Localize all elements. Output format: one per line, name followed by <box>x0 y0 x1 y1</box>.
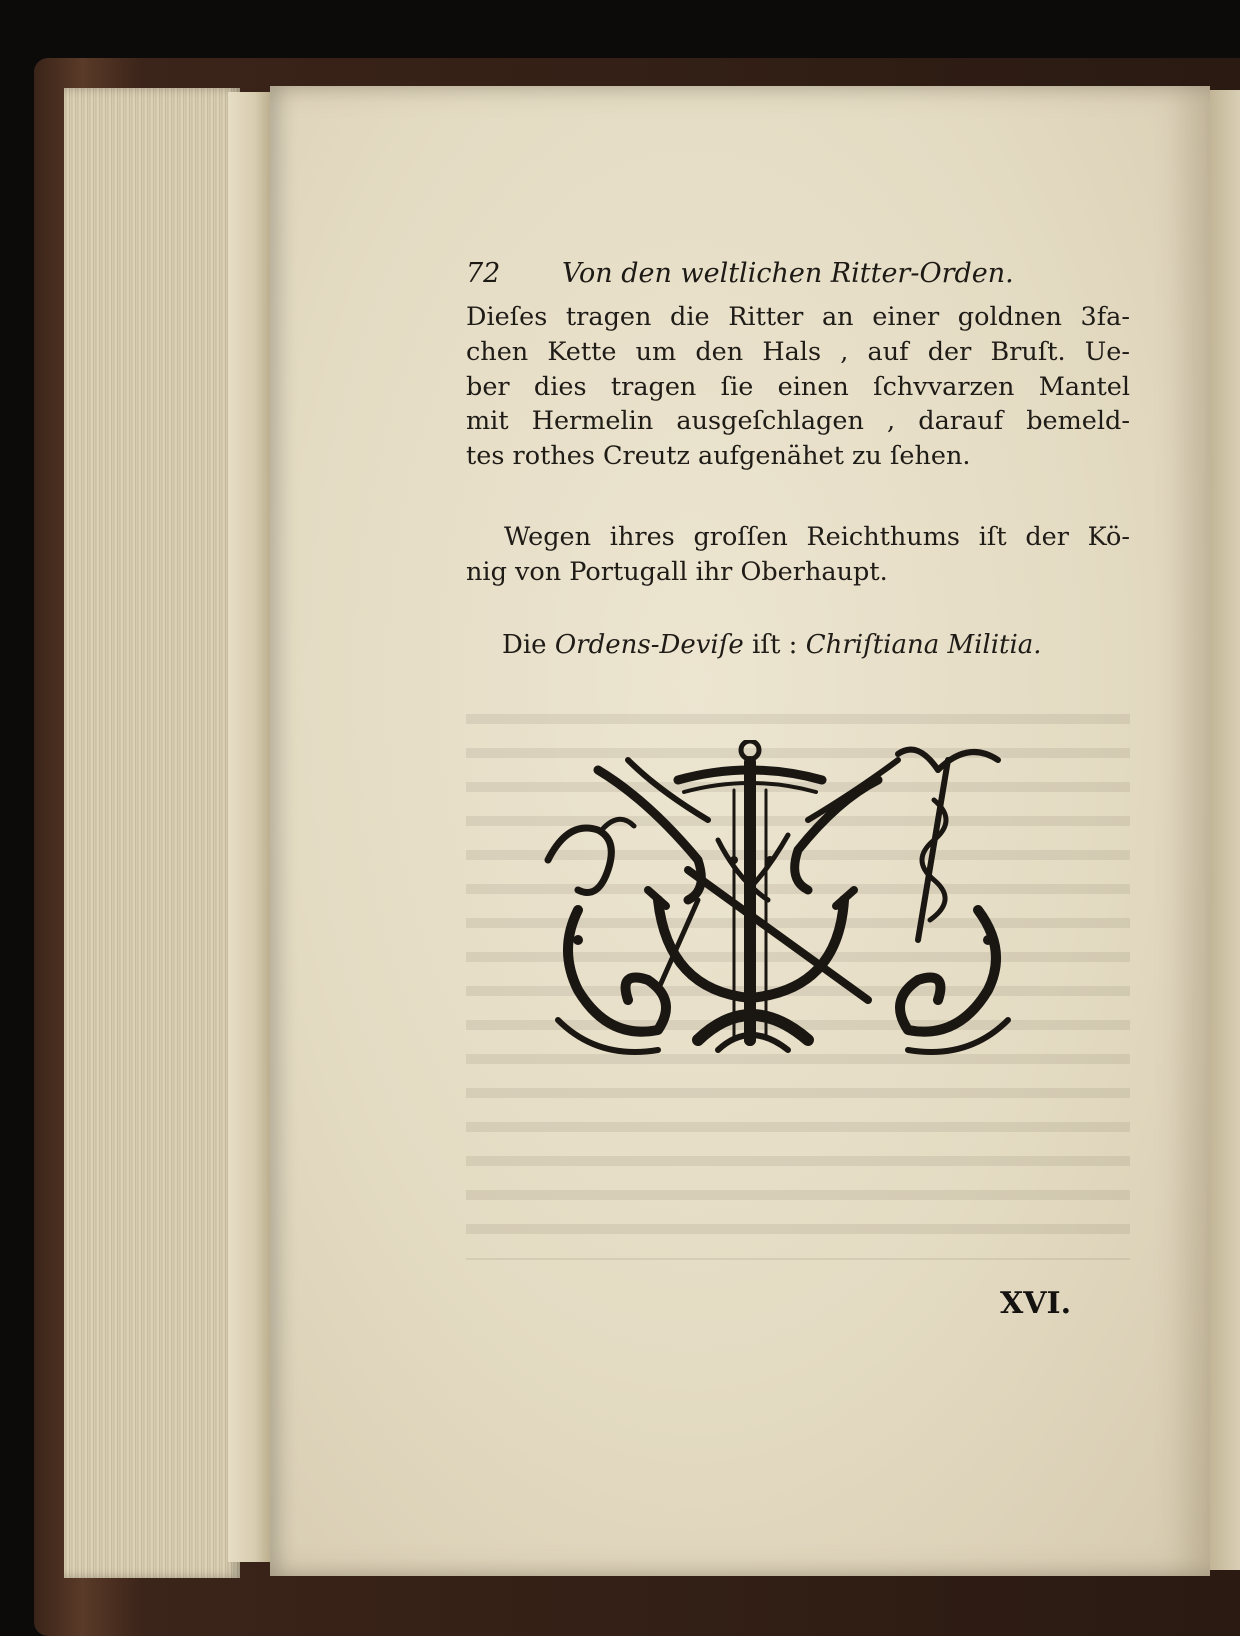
order-motto-line <box>502 630 1142 660</box>
ornament-vignette-icon <box>538 740 1028 1080</box>
motto-prefix: Die <box>502 630 547 660</box>
page-header <box>466 258 1130 298</box>
text-line: chen Kette um den Hals , auf der Bruſt. Ue- <box>466 336 1130 367</box>
catchword: XVI. <box>1000 1286 1072 1321</box>
paragraph-king <box>466 520 1130 590</box>
text-line: mit Hermelin ausgeſchlagen , darauf bemeld- <box>466 406 1130 437</box>
motto-middle: iſt : <box>752 630 798 660</box>
running-title: Von den weltlichen Ritter-Orden. <box>562 258 1014 289</box>
motto-label: Ordens-Deviſe <box>554 630 744 660</box>
facing-page-edge <box>1206 90 1240 1570</box>
text-line: Wegen ihres groſſen Reichthums iſt der Kö- <box>504 522 1130 552</box>
page-gutter <box>228 92 272 1562</box>
text-line: tes rothes Creutz aufgenähet zu ſehen. <box>466 441 971 472</box>
page-number: 72 <box>466 258 501 289</box>
text-line: ber dies tragen ſie einen ſchvvarzen Mantel <box>466 371 1130 402</box>
page-stack-edge <box>64 88 240 1578</box>
text-line: Dieſes tragen die Ritter an einer goldnen 3fa- <box>466 302 1130 332</box>
paragraph-collar <box>466 300 1130 474</box>
text-line: nig von Portugall ihr Oberhaupt. <box>466 557 888 587</box>
motto-text: Chriſtiana Militia. <box>805 630 1042 660</box>
